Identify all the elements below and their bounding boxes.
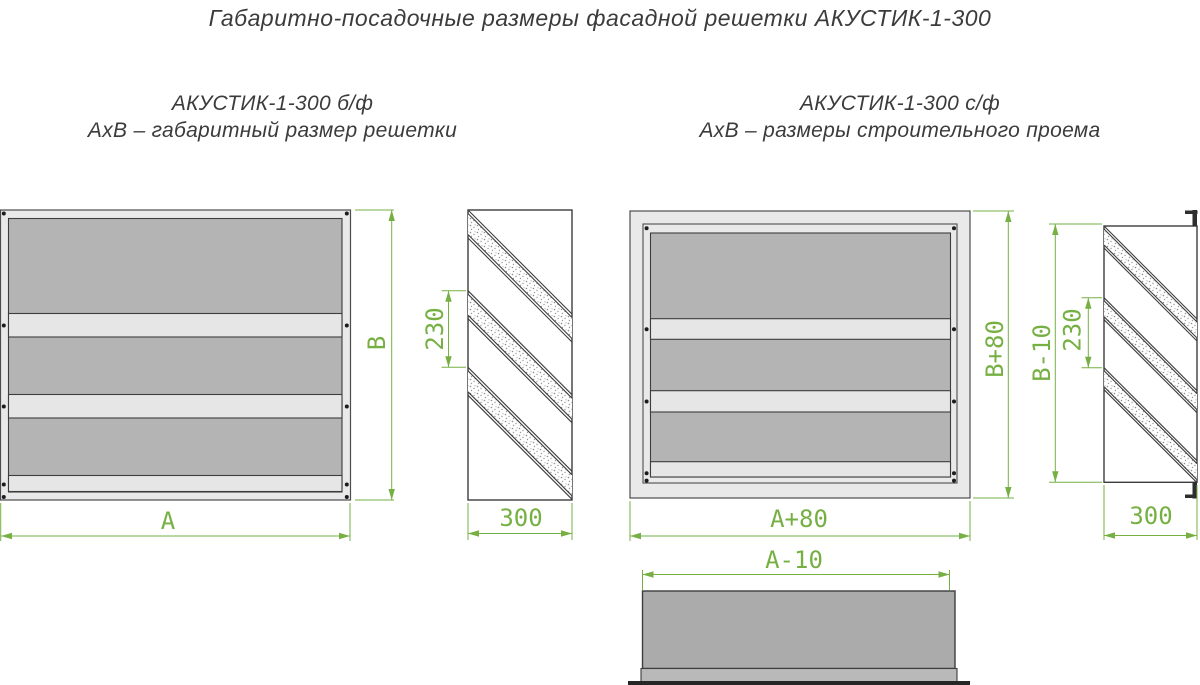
slat-bar [9,476,343,492]
slat-bar [9,395,343,419]
dimension-label-B10: В-10 [1028,324,1056,382]
slat-bar [651,319,951,340]
dim-A [1,503,350,541]
left-caption-line2: АхВ – габаритный размер решетки [87,119,458,142]
dim-B10 [1049,224,1102,482]
left-panel-area [9,219,343,493]
dimension-label-230-right: 230 [1058,308,1087,352]
left-front-view [1,210,351,500]
slat-bar [651,462,951,477]
right-caption-line1: АКУСТИК-1-300 с/ф [799,92,1001,115]
dimension-label-A80: А+80 [770,505,828,533]
dimension-label-300-left: 300 [499,504,543,532]
slat-bar [9,314,343,338]
left-side-view [468,210,572,500]
dimension-label-B: В [363,335,391,351]
right-side-view [1104,210,1198,499]
dimension-label-A10: А-10 [765,546,823,574]
dimension-label-300-right: 300 [1129,502,1173,530]
page-title: Габаритно-посадочные размеры фасадной решетки АКУСТИК-1-300 [208,5,992,31]
slat-bar [651,391,951,412]
dimension-label-A: А [160,507,176,535]
dimension-label-B80: В+80 [981,320,1009,378]
duct-body [643,591,956,669]
right-caption-line2: АхВ – размеры строительного проема [699,119,1101,142]
right-panel-area [651,233,951,477]
left-caption-line1: АКУСТИК-1-300 б/ф [171,92,374,115]
dim-B [355,210,394,500]
dimension-label-230-left: 230 [421,307,449,351]
bottom-view [628,591,970,685]
right-front-view [630,211,970,498]
